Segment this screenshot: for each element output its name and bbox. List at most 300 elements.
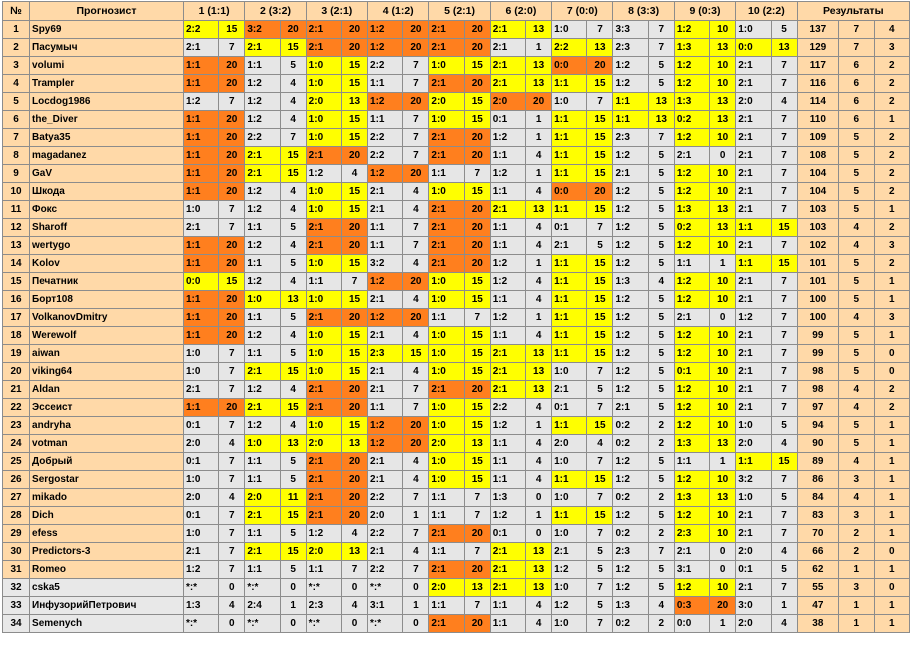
prediction-score: 2:3 (674, 525, 709, 543)
prediction-score: 1:2 (674, 579, 709, 597)
header-row (3, 2, 910, 21)
table-row (3, 525, 910, 543)
table-row (3, 273, 910, 291)
prediction-points: 7 (403, 237, 429, 255)
prediction-score: 2:1 (306, 381, 341, 399)
prediction-points: 10 (710, 579, 736, 597)
prediction-score: *:* (245, 615, 280, 633)
predictor-name: Aldan (30, 381, 184, 399)
prediction-score: 2:3 (613, 543, 648, 561)
prediction-score: 1:0 (306, 417, 341, 435)
prediction-points: 5 (648, 579, 674, 597)
prediction-points: 15 (587, 417, 613, 435)
exact-scores: 3 (874, 39, 909, 57)
exact-scores: 1 (874, 597, 909, 615)
exact-scores: 1 (874, 111, 909, 129)
prediction-points: 4 (280, 93, 306, 111)
prediction-points: 20 (342, 471, 368, 489)
table-row (3, 147, 910, 165)
row-number: 7 (3, 129, 30, 147)
table-row (3, 309, 910, 327)
row-number: 11 (3, 201, 30, 219)
predictor-name: Sergostar (30, 471, 184, 489)
prediction-score: 2:2 (368, 489, 403, 507)
prediction-points: 20 (342, 453, 368, 471)
prediction-score: 2:1 (368, 381, 403, 399)
prediction-score: 1:0 (306, 291, 341, 309)
prediction-points: 13 (526, 363, 552, 381)
prediction-score: 0:1 (490, 525, 525, 543)
prediction-points: 20 (587, 183, 613, 201)
guessed-outcomes: 5 (839, 327, 874, 345)
prediction-score: 1:2 (245, 381, 280, 399)
prediction-points: 5 (280, 525, 306, 543)
prediction-score: 2:1 (490, 363, 525, 381)
prediction-points: 20 (403, 93, 429, 111)
prediction-points: 7 (587, 525, 613, 543)
row-number: 1 (3, 21, 30, 39)
prediction-points: 20 (219, 111, 245, 129)
row-number: 21 (3, 381, 30, 399)
prediction-score: 1:1 (245, 57, 280, 75)
prediction-score: 1:2 (183, 93, 218, 111)
total-points: 66 (797, 543, 839, 561)
prediction-points: 4 (587, 435, 613, 453)
prediction-score: 1:2 (490, 309, 525, 327)
row-number: 31 (3, 561, 30, 579)
predictor-name: Эссеист (30, 399, 184, 417)
exact-scores: 1 (874, 417, 909, 435)
prediction-points: 15 (280, 165, 306, 183)
predictor-name: Пасумыч (30, 39, 184, 57)
table-row (3, 399, 910, 417)
total-points: 108 (797, 147, 839, 165)
prediction-points: 7 (342, 561, 368, 579)
prediction-points: 10 (710, 75, 736, 93)
prediction-points: 7 (771, 399, 797, 417)
predictor-name: Добрый (30, 453, 184, 471)
prediction-score: 2:0 (368, 507, 403, 525)
prediction-score: 1:1 (490, 435, 525, 453)
prediction-score: 1:3 (613, 597, 648, 615)
prediction-points: 20 (219, 327, 245, 345)
predictor-name: Dich (30, 507, 184, 525)
prediction-points: 7 (403, 75, 429, 93)
table-row (3, 291, 910, 309)
prediction-points: 4 (280, 201, 306, 219)
row-number: 26 (3, 471, 30, 489)
prediction-score: 1:2 (613, 453, 648, 471)
prediction-points: 7 (771, 57, 797, 75)
prediction-score: 1:2 (674, 345, 709, 363)
prediction-points: 5 (587, 237, 613, 255)
prediction-points: 7 (771, 381, 797, 399)
prediction-score: 2:1 (306, 39, 341, 57)
prediction-score: 1:0 (306, 345, 341, 363)
prediction-points: 15 (342, 291, 368, 309)
prediction-score: 1:2 (490, 417, 525, 435)
table-body (3, 21, 910, 633)
prediction-points: 0 (710, 147, 736, 165)
prediction-score: 3:1 (674, 561, 709, 579)
exact-scores: 3 (874, 309, 909, 327)
prediction-score: 2:1 (306, 309, 341, 327)
exact-scores: 0 (874, 543, 909, 561)
prediction-score: 2:1 (429, 615, 464, 633)
prediction-score: 1:1 (552, 309, 587, 327)
prediction-score: 1:2 (613, 309, 648, 327)
prediction-score: 1:1 (490, 237, 525, 255)
exact-scores: 1 (874, 489, 909, 507)
prediction-points: 4 (280, 327, 306, 345)
prediction-score: 2:1 (306, 453, 341, 471)
prediction-score: 2:2 (368, 147, 403, 165)
prediction-score: 3:2 (245, 21, 280, 39)
prediction-score: 1:2 (674, 291, 709, 309)
prediction-score: 1:2 (552, 597, 587, 615)
prediction-points: 10 (710, 399, 736, 417)
prediction-points: 4 (280, 75, 306, 93)
prediction-points: 0 (280, 579, 306, 597)
prediction-score: 1:1 (429, 597, 464, 615)
prediction-score: 1:1 (183, 291, 218, 309)
prediction-points: 10 (710, 21, 736, 39)
header-match-4: 4 (1:2) (368, 2, 429, 21)
prediction-score: 1:2 (245, 183, 280, 201)
prediction-score: 1:3 (674, 435, 709, 453)
prediction-points: 7 (771, 507, 797, 525)
prediction-points: 7 (587, 489, 613, 507)
prediction-points: 15 (342, 75, 368, 93)
prediction-points: 5 (771, 561, 797, 579)
prediction-score: 2:0 (736, 93, 771, 111)
row-number: 16 (3, 291, 30, 309)
exact-scores: 1 (874, 327, 909, 345)
prediction-points: 0 (710, 309, 736, 327)
prediction-score: 1:1 (490, 453, 525, 471)
prediction-score: 1:1 (736, 453, 771, 471)
prediction-score: 2:1 (429, 147, 464, 165)
prediction-score: 0:0 (183, 273, 218, 291)
header-num: № (3, 2, 30, 21)
prediction-score: 1:2 (552, 561, 587, 579)
prediction-score: 2:2 (245, 129, 280, 147)
prediction-score: 2:1 (245, 363, 280, 381)
table-row (3, 489, 910, 507)
prediction-score: 1:1 (183, 327, 218, 345)
row-number: 19 (3, 345, 30, 363)
prediction-points: 10 (710, 183, 736, 201)
guessed-outcomes: 5 (839, 345, 874, 363)
prediction-points: 13 (342, 435, 368, 453)
prediction-score: 1:1 (552, 507, 587, 525)
table-row (3, 435, 910, 453)
prediction-score: 1:0 (552, 615, 587, 633)
prediction-points: 1 (526, 255, 552, 273)
predictor-name: efess (30, 525, 184, 543)
prediction-score: 1:1 (245, 471, 280, 489)
prediction-points: 15 (587, 129, 613, 147)
prediction-points: 10 (710, 345, 736, 363)
prediction-score: 1:2 (368, 165, 403, 183)
prediction-points: 7 (219, 219, 245, 237)
prediction-score: 1:0 (429, 327, 464, 345)
prediction-points: 13 (280, 435, 306, 453)
prediction-score: 1:0 (552, 363, 587, 381)
prediction-score: *:* (183, 579, 218, 597)
prediction-points: 15 (342, 363, 368, 381)
prediction-points: 4 (648, 273, 674, 291)
prediction-points: 7 (219, 471, 245, 489)
prediction-points: 15 (464, 345, 490, 363)
prediction-points: 15 (342, 345, 368, 363)
prediction-score: 2:2 (368, 561, 403, 579)
prediction-points: 20 (710, 597, 736, 615)
prediction-points: 7 (587, 21, 613, 39)
row-number: 33 (3, 597, 30, 615)
prediction-points: 20 (464, 147, 490, 165)
prediction-points: 15 (587, 345, 613, 363)
table-row (3, 453, 910, 471)
prediction-points: 7 (771, 363, 797, 381)
guessed-outcomes: 6 (839, 93, 874, 111)
prediction-score: 1:1 (245, 219, 280, 237)
row-number: 14 (3, 255, 30, 273)
prediction-points: 4 (219, 435, 245, 453)
guessed-outcomes: 2 (839, 525, 874, 543)
table-row (3, 201, 910, 219)
prediction-points: 20 (280, 21, 306, 39)
prediction-score: 1:2 (736, 309, 771, 327)
prediction-points: 20 (403, 435, 429, 453)
prediction-points: 10 (710, 525, 736, 543)
prediction-score: 1:2 (613, 57, 648, 75)
exact-scores: 1 (874, 201, 909, 219)
prediction-score: 1:2 (245, 111, 280, 129)
prediction-score: 2:2 (183, 21, 218, 39)
prediction-score: 2:1 (736, 507, 771, 525)
prediction-score: 0:2 (613, 417, 648, 435)
prediction-score: 2:2 (368, 525, 403, 543)
prediction-points: 7 (587, 615, 613, 633)
prediction-points: 7 (771, 345, 797, 363)
prediction-score: 2:0 (552, 435, 587, 453)
prediction-score: 2:1 (736, 363, 771, 381)
prediction-score: 0:3 (674, 597, 709, 615)
prediction-score: 1:3 (674, 489, 709, 507)
row-number: 6 (3, 111, 30, 129)
prediction-score: 1:1 (183, 129, 218, 147)
prediction-score: 2:1 (429, 129, 464, 147)
total-points: 100 (797, 291, 839, 309)
predictor-name: aiwan (30, 345, 184, 363)
prediction-points: 7 (771, 147, 797, 165)
prediction-score: 2:1 (736, 237, 771, 255)
prediction-points: 7 (771, 183, 797, 201)
prediction-points: 5 (648, 219, 674, 237)
prediction-points: 15 (342, 417, 368, 435)
guessed-outcomes: 5 (839, 363, 874, 381)
prediction-points: 15 (280, 39, 306, 57)
exact-scores: 4 (874, 21, 909, 39)
prediction-score: 1:1 (490, 327, 525, 345)
prediction-points: 13 (526, 561, 552, 579)
prediction-score: 1:2 (674, 183, 709, 201)
predictor-name: mikado (30, 489, 184, 507)
prediction-points: 15 (771, 219, 797, 237)
prediction-score: 1:1 (552, 255, 587, 273)
prediction-points: 4 (526, 453, 552, 471)
prediction-score: 1:1 (183, 111, 218, 129)
prediction-score: 1:0 (183, 363, 218, 381)
prediction-points: 13 (710, 435, 736, 453)
prediction-points: 5 (648, 255, 674, 273)
table-row (3, 21, 910, 39)
prediction-points: 4 (403, 201, 429, 219)
prediction-points: 7 (219, 93, 245, 111)
prediction-points: 15 (587, 75, 613, 93)
prediction-points: 20 (464, 237, 490, 255)
prediction-points: 20 (342, 489, 368, 507)
prediction-score: 1:1 (552, 111, 587, 129)
predictor-name: viking64 (30, 363, 184, 381)
guessed-outcomes: 1 (839, 615, 874, 633)
prediction-score: 2:0 (306, 93, 341, 111)
prediction-score: 2:1 (245, 39, 280, 57)
prediction-points: 5 (648, 363, 674, 381)
prediction-points: 4 (342, 597, 368, 615)
prediction-score: 1:1 (490, 147, 525, 165)
prediction-score: 2:2 (368, 57, 403, 75)
prediction-points: 20 (464, 75, 490, 93)
prediction-points: 7 (219, 345, 245, 363)
prediction-points: 5 (648, 183, 674, 201)
table-row (3, 417, 910, 435)
prediction-score: 1:1 (552, 345, 587, 363)
prediction-points: 15 (587, 291, 613, 309)
prediction-score: 1:2 (245, 75, 280, 93)
prediction-score: 1:2 (674, 417, 709, 435)
total-points: 55 (797, 579, 839, 597)
prediction-score: 2:1 (674, 543, 709, 561)
prediction-score: 2:1 (429, 39, 464, 57)
prediction-points: 20 (464, 219, 490, 237)
prediction-score: 1:1 (183, 165, 218, 183)
prediction-points: 5 (648, 147, 674, 165)
prediction-points: 4 (403, 471, 429, 489)
prediction-points: 15 (280, 399, 306, 417)
prediction-points: 15 (771, 453, 797, 471)
prediction-points: 20 (403, 273, 429, 291)
total-points: 90 (797, 435, 839, 453)
prediction-points: 15 (587, 507, 613, 525)
exact-scores: 2 (874, 75, 909, 93)
prediction-points: 15 (464, 417, 490, 435)
prediction-points: 20 (526, 93, 552, 111)
prediction-score: 1:1 (736, 255, 771, 273)
prediction-score: 2:1 (736, 579, 771, 597)
prediction-points: 7 (403, 129, 429, 147)
exact-scores: 2 (874, 381, 909, 399)
prediction-score: 1:2 (613, 507, 648, 525)
prediction-score: 2:2 (368, 129, 403, 147)
prediction-score: 1:0 (183, 201, 218, 219)
exact-scores: 1 (874, 525, 909, 543)
prediction-points: 7 (219, 507, 245, 525)
total-points: 99 (797, 345, 839, 363)
guessed-outcomes: 6 (839, 75, 874, 93)
prediction-score: 2:1 (429, 75, 464, 93)
prediction-points: 7 (771, 237, 797, 255)
prediction-points: 7 (771, 327, 797, 345)
prediction-points: 4 (280, 417, 306, 435)
guessed-outcomes: 2 (839, 543, 874, 561)
prediction-points: 15 (587, 309, 613, 327)
predictor-name: VolkanovDmitry (30, 309, 184, 327)
prediction-points: 7 (587, 579, 613, 597)
prediction-points: 7 (771, 129, 797, 147)
total-points: 97 (797, 399, 839, 417)
prediction-score: 1:1 (490, 291, 525, 309)
prediction-score: 2:0 (245, 489, 280, 507)
prediction-points: 20 (464, 201, 490, 219)
prediction-points: 15 (587, 201, 613, 219)
prediction-score: 1:1 (368, 75, 403, 93)
prediction-points: 4 (771, 93, 797, 111)
row-number: 8 (3, 147, 30, 165)
prediction-score: 1:2 (490, 165, 525, 183)
prediction-points: 4 (219, 489, 245, 507)
prediction-points: 20 (464, 39, 490, 57)
prediction-points: 4 (648, 597, 674, 615)
prediction-points: 4 (219, 597, 245, 615)
prediction-points: 15 (342, 183, 368, 201)
prediction-score: 1:2 (245, 273, 280, 291)
prediction-points: 5 (587, 381, 613, 399)
prediction-score: 1:3 (183, 597, 218, 615)
prediction-score: 1:2 (613, 381, 648, 399)
prediction-score: 2:1 (490, 579, 525, 597)
predictor-name: Romeo (30, 561, 184, 579)
prediction-points: 10 (710, 273, 736, 291)
prediction-score: 0:2 (674, 111, 709, 129)
exact-scores: 1 (874, 507, 909, 525)
prediction-score: 1:2 (674, 21, 709, 39)
prediction-score: 2:1 (736, 147, 771, 165)
prediction-points: 1 (526, 129, 552, 147)
prediction-score: 2:1 (490, 75, 525, 93)
prediction-points: 5 (648, 165, 674, 183)
prediction-points: 13 (710, 39, 736, 57)
prediction-points: 4 (403, 327, 429, 345)
prediction-score: 1:2 (674, 327, 709, 345)
table-row (3, 381, 910, 399)
prediction-score: 2:1 (306, 471, 341, 489)
prediction-points: 4 (526, 183, 552, 201)
row-number: 34 (3, 615, 30, 633)
prediction-score: 1:1 (490, 219, 525, 237)
prediction-score: 1:0 (306, 129, 341, 147)
prediction-score: 2:1 (368, 453, 403, 471)
prediction-points: 1 (771, 597, 797, 615)
prediction-score: 1:1 (429, 507, 464, 525)
prediction-score: 1:1 (245, 345, 280, 363)
prediction-points: 7 (771, 471, 797, 489)
prediction-score: 2:1 (490, 345, 525, 363)
prediction-points: 20 (342, 381, 368, 399)
prediction-points: 20 (342, 237, 368, 255)
prediction-points: 5 (648, 309, 674, 327)
